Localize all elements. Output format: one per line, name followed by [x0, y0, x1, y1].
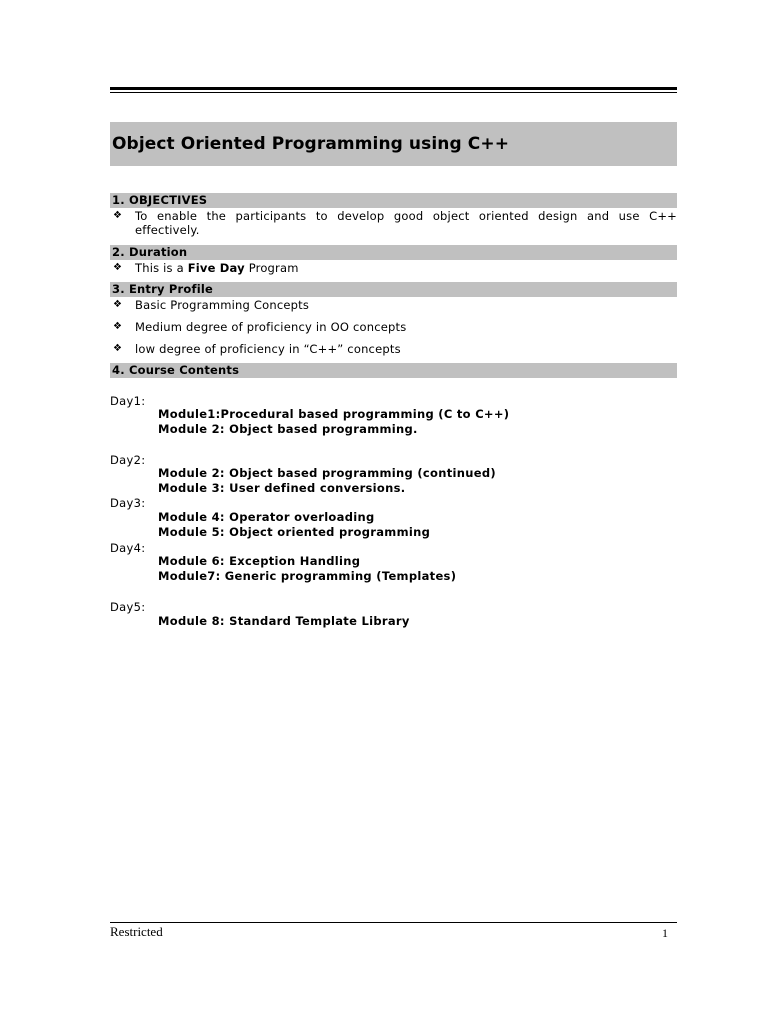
module-item: Module 2: Object based programming. [158, 422, 418, 436]
duration-bullet-text [135, 261, 677, 275]
module-item: Module 6: Exception Handling [158, 554, 361, 568]
module-item: Module 5: Object oriented programming [158, 525, 431, 539]
bullet-diamond-icon: ❖ [113, 210, 123, 221]
day-label: Day3: [110, 496, 146, 510]
title-band [110, 122, 677, 166]
entry-profile-bullet [110, 298, 677, 312]
duration-text-before: This is a [135, 261, 188, 275]
bullet-diamond-icon: ❖ [113, 343, 123, 354]
footer-rule [110, 922, 677, 923]
module-item: Module 3: User defined conversions. [158, 481, 406, 495]
day-label: Day2: [110, 453, 146, 467]
objectives-bullet-text: To enable the participants to develop good object oriented design and use C++ effectively. [135, 209, 677, 237]
module-item: Module7: Generic programming (Templates) [158, 569, 457, 583]
module-item: Module1:Procedural based programming (C to C++) [158, 407, 510, 421]
document-title: Object Oriented Programming using C++ [112, 134, 510, 154]
day-label: Day4: [110, 541, 146, 555]
entry-profile-bullet-text: Basic Programming Concepts [135, 298, 310, 312]
module-item: Module 2: Object based programming (continued) [158, 466, 496, 480]
section-heading-course-contents: 4. Course Contents [110, 363, 677, 378]
bullet-diamond-icon: ❖ [113, 262, 123, 273]
day-label: Day5: [110, 600, 146, 614]
duration-bullet [110, 261, 677, 275]
day-label: Day1: [110, 394, 146, 408]
objectives-bullet [110, 209, 677, 237]
entry-profile-bullet-text: Medium degree of proficiency in OO concepts [135, 320, 407, 334]
duration-text-bold: Five Day [187, 261, 245, 275]
module-item: Module 8: Standard Template Library [158, 614, 410, 628]
entry-profile-bullet-text: low degree of proficiency in “C++” concepts [135, 342, 401, 356]
entry-profile-bullet [110, 320, 677, 334]
top-rule-thick [110, 87, 677, 90]
bullet-diamond-icon: ❖ [113, 299, 123, 310]
duration-text-after: Program [244, 261, 299, 275]
bullet-diamond-icon: ❖ [113, 321, 123, 332]
section-heading-duration: 2. Duration [110, 245, 677, 260]
footer-classification: Restricted [110, 924, 163, 939]
entry-profile-bullet [110, 342, 677, 356]
module-item: Module 4: Operator overloading [158, 510, 375, 524]
section-heading-objectives: 1. OBJECTIVES [110, 193, 677, 208]
page-number: 1 [662, 926, 668, 940]
section-heading-entry-profile: 3. Entry Profile [110, 282, 677, 297]
top-rule-thin [110, 92, 677, 93]
